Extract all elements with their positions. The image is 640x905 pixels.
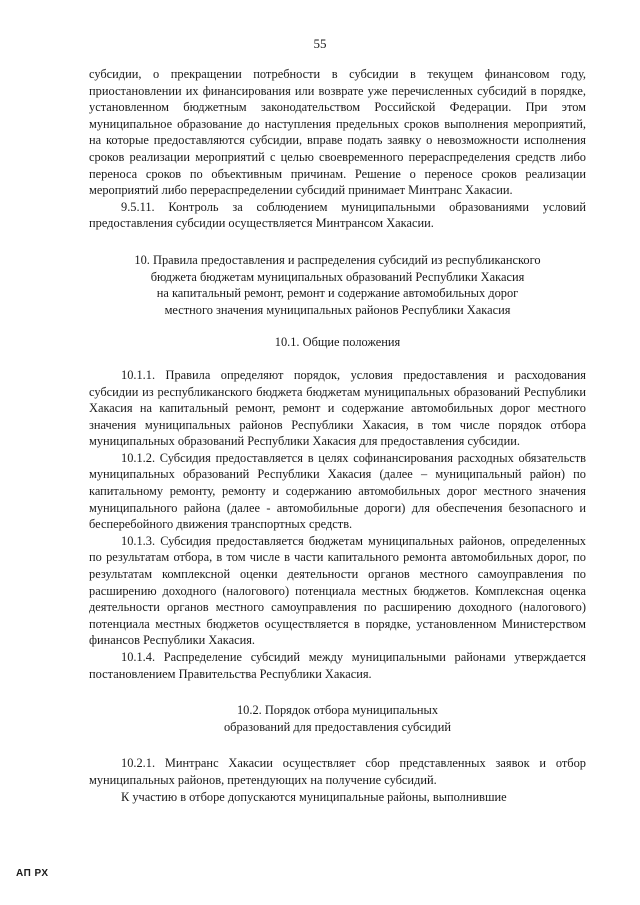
section-title-line: бюджета бюджетам муниципальных образований Республики Хакасия	[150, 269, 525, 284]
paragraph-10-1-1: 10.1.1. Правила определяют порядок, условия предоставления и расходования субсидии из республиканского бюджета бюджетам муниципальных образований Республики Хакасия на капитальный ремонт, ремонт и содержание автомобильных дорог местного значения муниципальных районов Республики Хакасия, в том числе порядок отбора муниципальных образований Республики Хакасия для предоставления субсидии.	[89, 367, 586, 449]
paragraph-10-1-3: 10.1.3. Субсидия предоставляется бюджетам муниципальных районов, определенных по результатам отбора, в том числе в части капитального ремонта автомобильных дорог, по результатам комплексной оценки деятельности органов местного самоуправления по расширению доходного (налогового) потенциала местных бюджетов. Комплексная оценка деятельности органов местного самоуправления по расширению доходного (налогового) потенциала местных бюджетов осуществляется в порядке, установленном Министерством финансов Республики Хакасия.	[89, 533, 586, 648]
paragraph-9-5-10-continued: субсидии, о прекращении потребности в субсидии в текущем финансовом году, приостановлении их финансирования или возврате уже перечисленных субсидий в порядке, установленном бюджетным законодательством Российской Федерации. При этом муниципальное образование до наступления предельных сроков выполнения мероприятий, на которые предоставляются субсидии, вправе подать заявку о невозможности исполнения сроков реализации мероприятий с целью своевременного перераспределения средств либо переноса сроков по объективным причинам. Решение о переносе сроков реализации мероприятий либо перераспределении субсидий принимает Минтранс Хакасии.	[89, 67, 586, 198]
document-body	[89, 66, 586, 805]
paragraph-10-1-2: 10.1.2. Субсидия предоставляется в целях софинансирования расходных обязательств муниципальных образований Республики Хакасия (далее – муниципальный район) по капитальному ремонту, ремонту и содержанию автомобильных дорог местного значения муниципального района (далее - автомобильные дороги) для обеспечения безопасного и бесперебойного движения транспортных средств.	[89, 450, 586, 532]
subsection-title-line: 10.2. Порядок отбора муниципальных	[236, 703, 439, 718]
subsection-10-1-title: 10.1. Общие положения	[274, 335, 401, 350]
paragraph-9-5-11: 9.5.11. Контроль за соблюдением муниципальными образованиями условий предоставления субсидии осуществляется Минтрансом Хакасии.	[89, 199, 586, 231]
paragraph-10-2-1: 10.2.1. Минтранс Хакасии осуществляет сбор представленных заявок и отбор муниципальных районов, претендующих на получение субсидий.	[89, 756, 586, 787]
section-title-line: на капитальный ремонт, ремонт и содержание автомобильных дорог	[156, 286, 519, 301]
subsection-10-2-title	[89, 702, 586, 735]
section-title-line: местного значения муниципальных районов Республики Хакасия	[164, 302, 511, 317]
section-10-title	[89, 252, 586, 318]
page-number: 55	[313, 36, 327, 51]
paragraph-10-1-4: 10.1.4. Распределение субсидий между муниципальными районами утверждается постановлением Правительства Республики Хакасия.	[89, 650, 586, 681]
footer-stamp: АП РХ	[16, 868, 49, 879]
paragraph-10-2-1-cont: К участию в отборе допускаются муниципальные районы, выполнившие	[121, 789, 507, 804]
subsection-title-line: образований для предоставления субсидий	[223, 719, 451, 734]
section-title-line: 10. Правила предоставления и распределения субсидий из республиканского	[134, 252, 541, 267]
